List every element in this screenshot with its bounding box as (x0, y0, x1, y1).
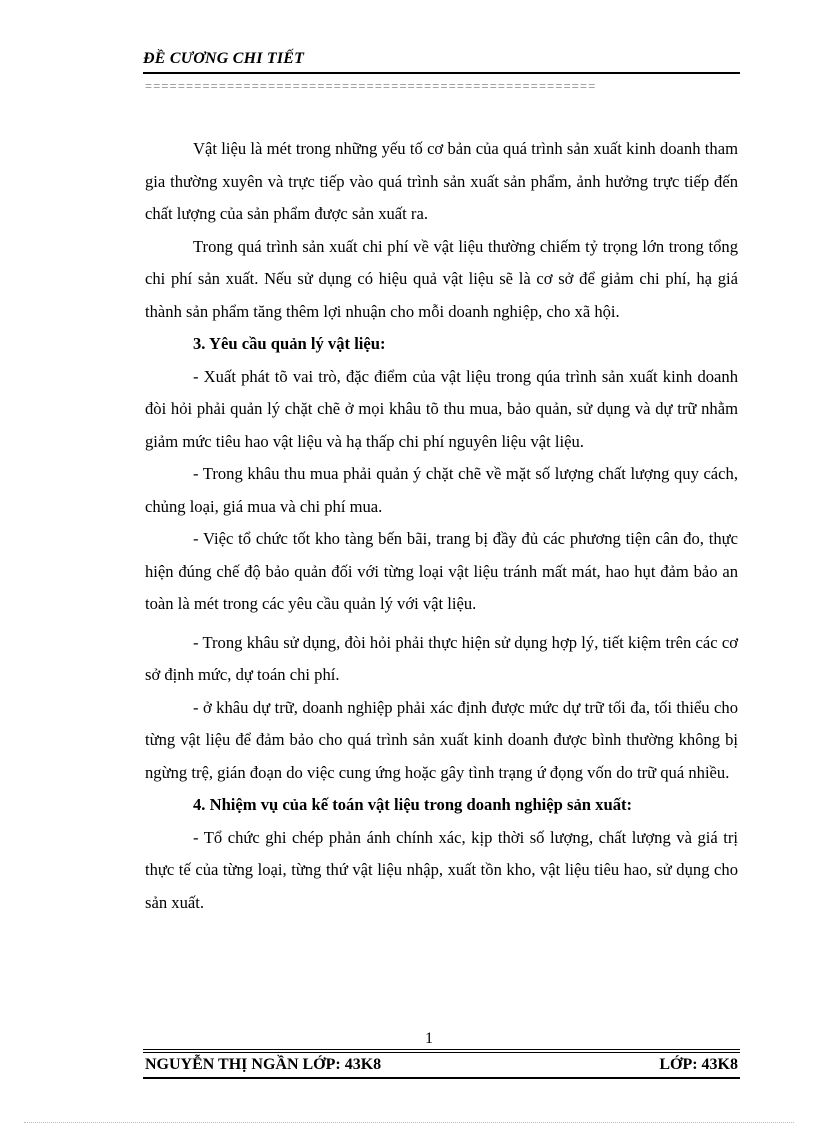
section-heading-4: 4. Nhiệm vụ của kế toán vật liệu trong doanh nghiệp sản xuất: (193, 795, 633, 814)
section-heading-3: 3. Yêu cầu quản lý vật liệu: (193, 334, 386, 353)
footer-rule (143, 1052, 740, 1053)
paragraph: - Tổ chức ghi chép phản ánh chính xác, kịp thời số lượng, chất lượng và giá trị thực tế của từng loại, từng thứ vật liệu nhập, xuất tồn kho, vật liệu tiêu hao, sử dụng cho sản xuất. (145, 827, 738, 912)
paragraph: - Xuất phát tõ vai trò, đặc điểm của vật liệu trong qúa trình sản xuất kinh doanh đòi hỏi phải quản lý chặt chẽ ở mọi khâu tõ thu mua, bảo quản, sử dụng và dự trữ nhằm giảm mức tiêu hao vật liệu và hạ thấp chi phí nguyên liệu vật liệu. (145, 366, 738, 451)
paragraph: Vật liệu là mét trong những yếu tố cơ bản của quá trình sản xuất kinh doanh tham gia thường xuyên và trực tiếp vào quá trình sản xuất sản phẩm, ảnh hưởng trực tiếp đến chất lượng của sản phẩm được sản xuất ra. (145, 139, 738, 223)
paragraph: - Trong khâu thu mua phải quản ý chặt chẽ về mặt số lượng chất lượng quy cách, chủng loại, giá mua và chi phí mua. (145, 464, 738, 516)
footer-rule (143, 1077, 740, 1079)
footer-class: LỚP: 43K8 (659, 1056, 738, 1073)
header-dash-line: ======================================================= (145, 79, 597, 93)
paragraph: - Việc tổ chức tốt kho tàng bến bãi, trang bị đầy đủ các phương tiện cân đo, thực hiện đúng chế độ bảo quản đối với từng loại vật liệu tránh mất mát, hao hụt đảm bảo an toàn là mét trong các yêu cầu quản lý với vật liệu. (145, 529, 738, 613)
footer-author: NGUYỄN THỊ NGẦN LỚP: 43K8 (145, 1056, 382, 1073)
paragraph: - ở khâu dự trữ, doanh nghiệp phải xác định được mức dự trữ tối đa, tối thiểu cho từng vật liệu để đảm bảo cho quá trình sản xuất kinh doanh được bình thường không bị ngừng trệ, gián đoạn do việc cung ứng hoặc gây tình trạng ứ đọng vốn do trữ quá nhiều. (145, 697, 738, 782)
paragraph: - Trong khâu sử dụng, đòi hỏi phải thực hiện sử dụng hợp lý, tiết kiệm trên các cơ sở định mức, dự toán chi phí. (145, 632, 738, 684)
page-number: 1 (425, 1030, 433, 1047)
header-title: ĐỀ CƯƠNG CHI TIẾT (143, 50, 305, 67)
footer-rule (143, 1049, 740, 1050)
page-header (143, 48, 740, 74)
document-body (145, 133, 738, 919)
paragraph: Trong quá trình sản xuất chi phí về vật liệu thường chiếm tỷ trọng lớn trong tổng chi phí sản xuất. Nếu sử dụng có hiệu quả vật liệu sẽ là cơ sở để giảm chi phí, hạ giá thành sản phẩm tăng thêm lợi nhuận cho mỗi doanh nghiệp, cho xã hội. (145, 236, 738, 321)
